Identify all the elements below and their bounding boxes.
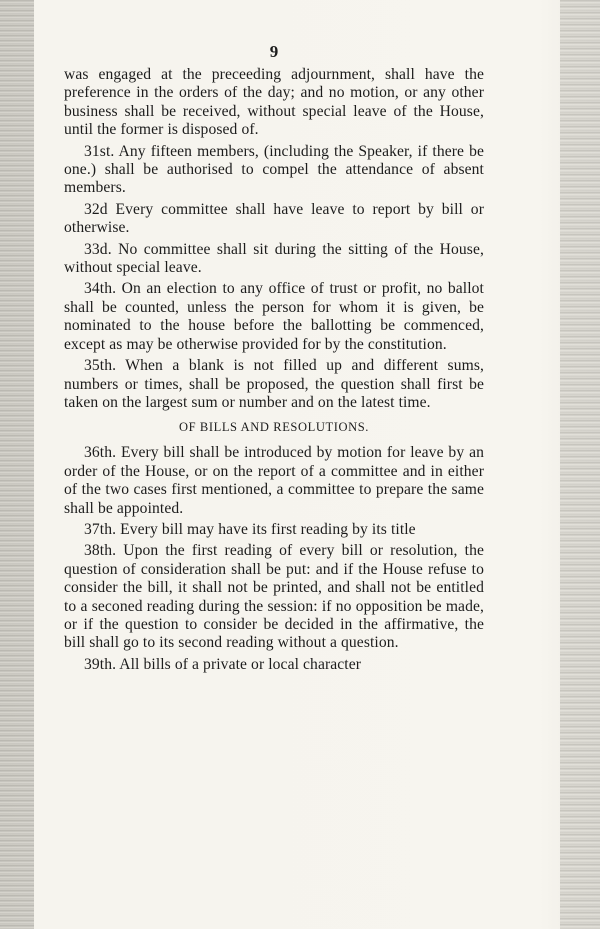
section-heading: OF BILLS AND RESOLUTIONS.	[178, 420, 369, 435]
rule-38: 38th. Upon the first reading of every bill or resolution, the question of consideration shall be put: and if the House refuse to consider the bill, it shall not be printed, and shall not be entitled to a seconed reading during the session: if no opposition be made, or if the question to consider be decided in the affirmative, the bill shall go to its second reading without a question.	[64, 542, 484, 652]
rule-31: 31st. Any fifteen members, (including the Speaker, if there be one.) shall be authorised to compel the attendance of absent members.	[64, 142, 484, 197]
rule-32: 32d Every committee shall have leave to report by bill or otherwise.	[64, 200, 484, 237]
rule-39: 39th. All bills of a private or local character	[84, 655, 362, 673]
rule-33: 33d. No committee shall sit during the sitting of the House, without special leave.	[64, 240, 484, 277]
left-binding-edge	[0, 0, 34, 929]
rule-34: 34th. On an election to any office of trust or profit, no ballot shall be counted, unless the person for whom it is given, be nominated to the house before the ballotting be commenced, except as may be otherwise provided for by the constitution.	[64, 280, 484, 353]
rule-35: 35th. When a blank is not filled up and different sums, numbers or times, shall be proposed, the question shall first be taken on the largest sum or number and on the latest time.	[64, 357, 484, 411]
page-number: 9	[269, 42, 279, 61]
right-page-edge	[560, 0, 600, 929]
rule-37: 37th. Every bill may have its first reading by its title	[84, 520, 416, 538]
page-content	[64, 42, 484, 677]
rule-36: 36th. Every bill shall be introduced by motion for leave by an order of the House, or on the report of a committee and in either of the two cases first mentioned, a committee to prepare the same shall be appointed.	[64, 444, 484, 517]
paragraph-continuation: was engaged at the preceeding adjournment, shall have the preference in the orders of the day; and no motion, or any other business shall be received, without special leave of the House, until the former is disposed of.	[64, 66, 484, 139]
